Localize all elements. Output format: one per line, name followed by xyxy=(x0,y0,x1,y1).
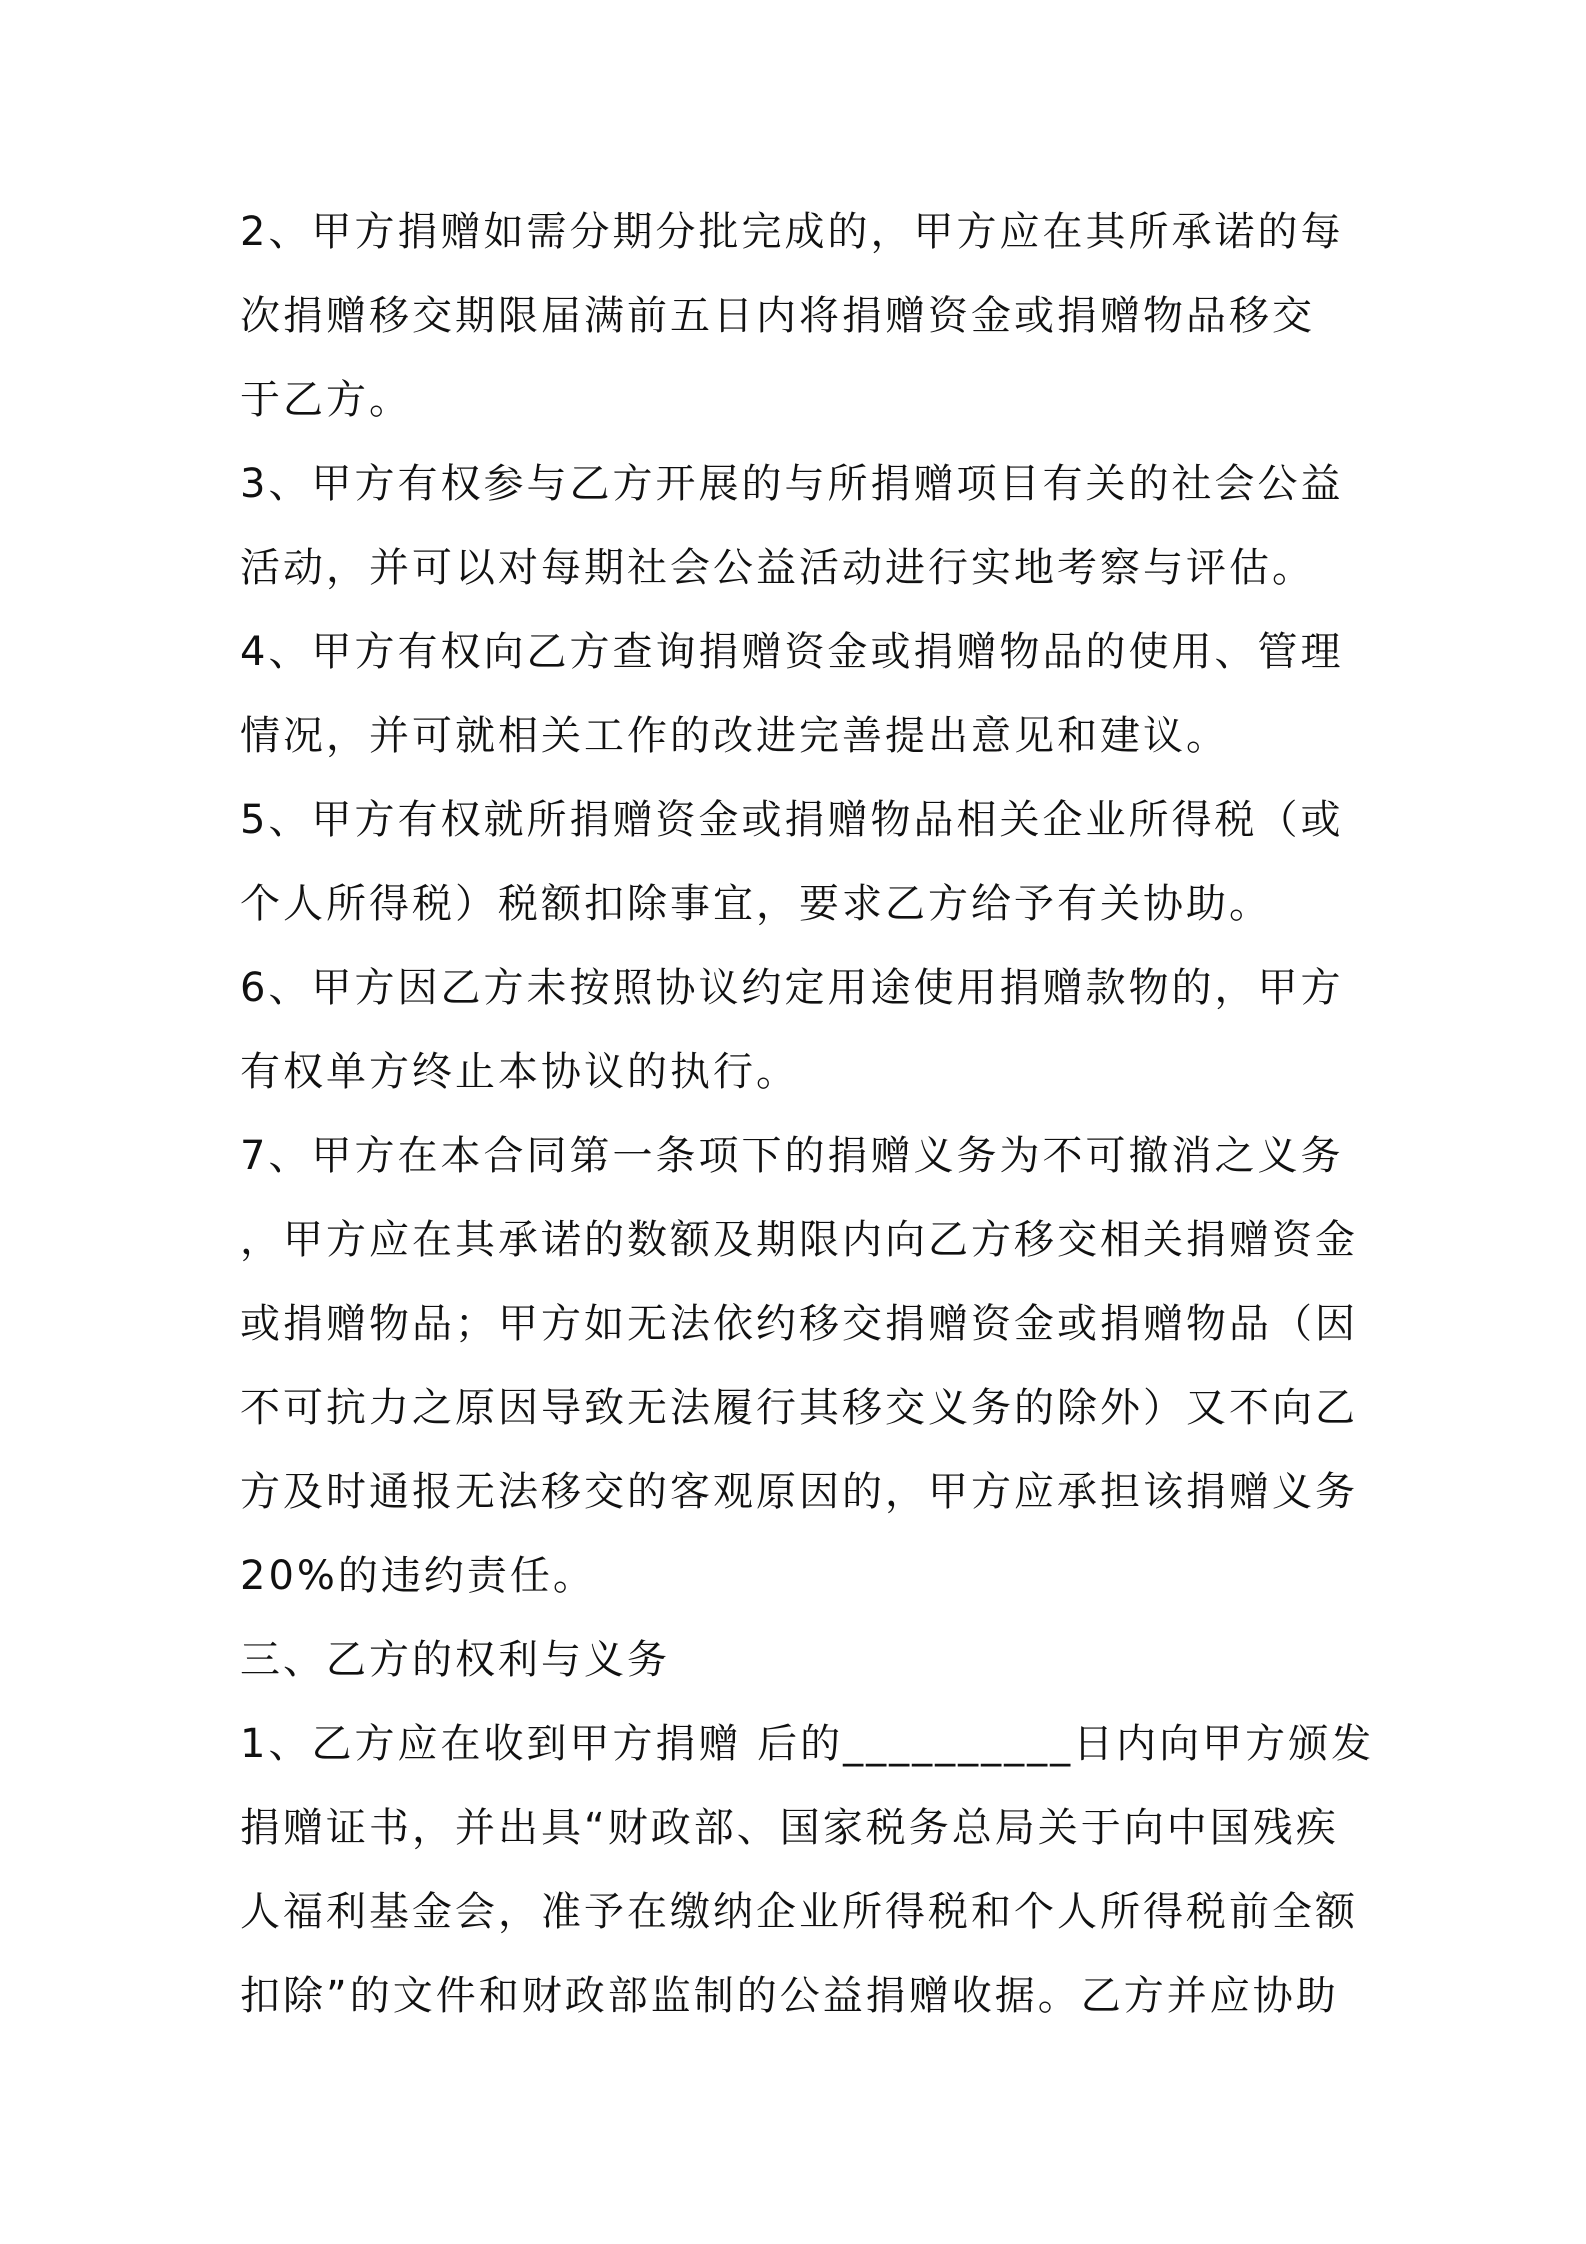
text-line: 有权单方终止本协议的执行。 xyxy=(240,1049,799,1095)
text-line: 或捐赠物品；甲方如无法依约移交捐赠资金或捐赠物品（因 xyxy=(240,1301,1358,1347)
text-line: 2、甲方捐赠如需分期分批完成的，甲方应在其所承诺的每 xyxy=(240,209,1344,255)
text-line: 1、乙方应在收到甲方捐赠 后的__________日内向甲方颁发 xyxy=(240,1721,1375,1767)
section-heading: 三、乙方的权利与义务 xyxy=(240,1637,670,1683)
text-line: 7、甲方在本合同第一条项下的捐赠义务为不可撤消之义务 xyxy=(240,1133,1344,1179)
text-line: 活动，并可以对每期社会公益活动进行实地考察与评估。 xyxy=(240,545,1315,591)
text-line: 20%的违约责任。 xyxy=(240,1553,596,1599)
text-line: 捐赠证书，并出具“财政部、国家税务总局关于向中国残疾 xyxy=(240,1805,1339,1851)
text-line: 次捐赠移交期限届满前五日内将捐赠资金或捐赠物品移交 xyxy=(240,293,1315,339)
text-line: 4、甲方有权向乙方查询捐赠资金或捐赠物品的使用、管理 xyxy=(240,629,1344,675)
text-line: 3、甲方有权参与乙方开展的与所捐赠项目有关的社会公益 xyxy=(240,461,1344,507)
document-body xyxy=(240,190,1375,2038)
text-line: 不可抗力之原因导致无法履行其移交义务的除外）又不向乙 xyxy=(240,1385,1358,1431)
text-line: 6、甲方因乙方未按照协议约定用途使用捐赠款物的，甲方 xyxy=(240,965,1344,1011)
text-line: 个人所得税）税额扣除事宜，要求乙方给予有关协助。 xyxy=(240,881,1272,927)
text-line: ，甲方应在其承诺的数额及期限内向乙方移交相关捐赠资金 xyxy=(240,1217,1358,1263)
text-line: 于乙方。 xyxy=(240,377,412,423)
text-line: 人福利基金会，准予在缴纳企业所得税和个人所得税前全额 xyxy=(240,1889,1358,1935)
text-line: 扣除”的文件和财政部监制的公益捐赠收据。乙方并应协助 xyxy=(240,1973,1339,2019)
text-line: 情况，并可就相关工作的改进完善提出意见和建议。 xyxy=(240,713,1229,759)
text-line: 5、甲方有权就所捐赠资金或捐赠物品相关企业所得税（或 xyxy=(240,797,1344,843)
text-line: 方及时通报无法移交的客观原因的，甲方应承担该捐赠义务 xyxy=(240,1469,1358,1515)
